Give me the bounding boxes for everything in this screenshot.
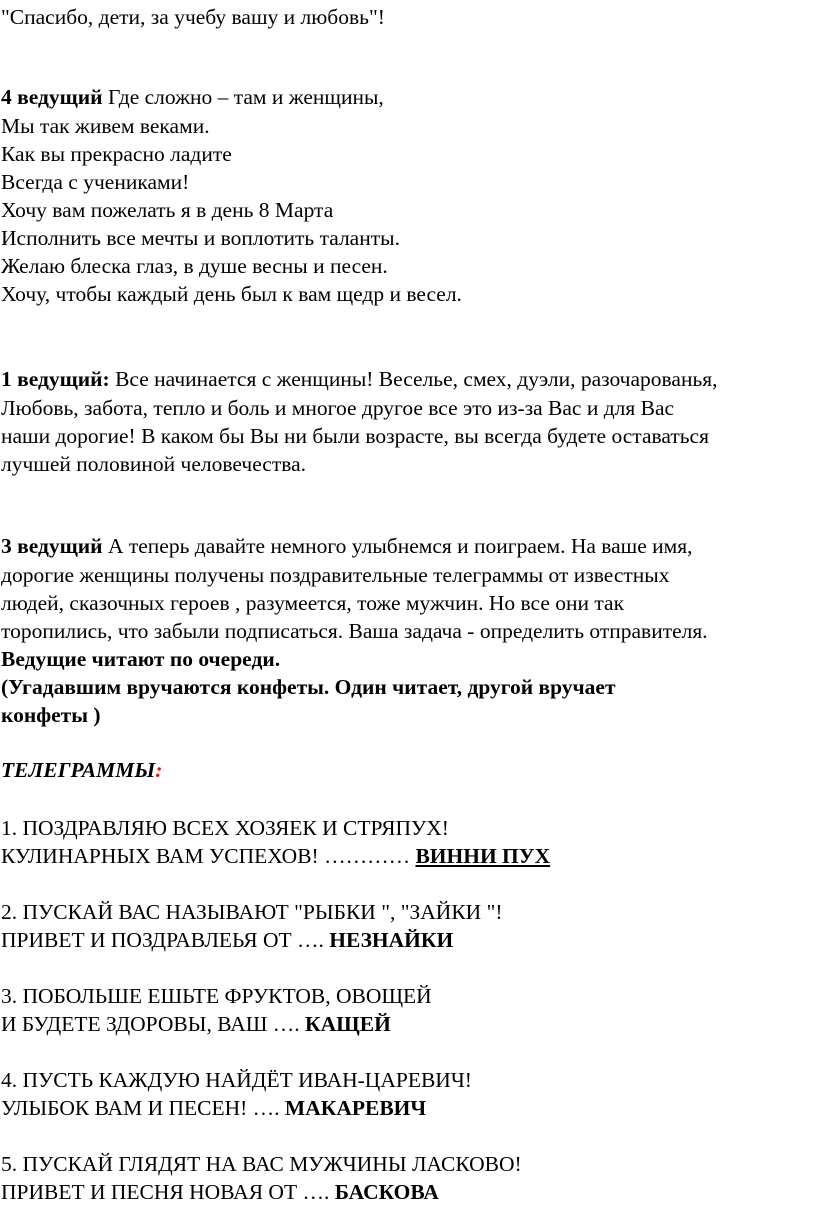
- telegram-5-text: ПРИВЕТ И ПЕСНЯ НОВАЯ ОТ ….: [1, 1180, 335, 1204]
- host3-line: дорогие женщины получены поздравительные телеграммы от известных: [1, 563, 670, 587]
- host3-bold-line: Ведущие читают по очереди.: [1, 647, 281, 671]
- telegram-1-line1: 1. ПОЗДРАВЛЯЮ ВСЕХ ХОЗЯЕК И СТРЯПУХ!: [1, 816, 449, 840]
- host4-label: 4 ведущий: [1, 85, 103, 109]
- telegrams-heading: [1, 757, 162, 784]
- telegram-3-line1: 3. ПОБОЛЬШЕ ЕШЬТЕ ФРУКТОВ, ОВОЩЕЙ: [1, 984, 432, 1008]
- host4-line: Хочу вам пожелать я в день 8 Марта: [1, 198, 334, 222]
- telegram-4-answer: МАКАРЕВИЧ: [284, 1096, 427, 1120]
- telegram-4-text: УЛЫБОК ВАМ И ПЕСЕН! ….: [1, 1096, 285, 1120]
- host1-label: 1 ведущий:: [1, 367, 110, 391]
- host4-line: Мы так живем веками.: [1, 114, 210, 138]
- telegram-2-line1: 2. ПУСКАЙ ВАС НАЗЫВАЮТ "РЫБКИ ", "ЗАЙКИ "!: [1, 900, 503, 924]
- telegram-4-line2: [1, 1095, 426, 1122]
- host3-first-line: [1, 533, 693, 560]
- telegram-1-answer: ВИННИ ПУХ: [415, 844, 551, 868]
- telegram-5-line1: 5. ПУСКАЙ ГЛЯДЯТ НА ВАС МУЖЧИНЫ ЛАСКОВО!: [1, 1152, 522, 1176]
- host3-bold-line: конфеты ): [1, 703, 101, 727]
- telegram-5-line2: [1, 1179, 439, 1206]
- telegram-3-answer: КАЩЕЙ: [305, 1012, 391, 1036]
- host4-line: Всегда с учениками!: [1, 170, 190, 194]
- host3-line: людей, сказочных героев , разумеется, тоже мужчин. Но все они так: [1, 591, 625, 615]
- host1-first-text: Все начинается с женщины! Веселье, смех, дуэли, разочарованья,: [109, 367, 718, 391]
- host4-line: Исполнить все мечты и воплотить таланты.: [1, 226, 400, 250]
- host3-first-text: А теперь давайте немного улыбнемся и поиграем. На ваше имя,: [102, 534, 693, 558]
- telegram-2-text: ПРИВЕТ И ПОЗДРАВЛЕЬЯ ОТ ….: [1, 928, 330, 952]
- host4-line: Желаю блеска глаз, в душе весны и песен.: [1, 254, 388, 278]
- telegram-2-answer: НЕЗНАЙКИ: [329, 928, 454, 952]
- telegrams-heading-text: ТЕЛЕГРАММЫ: [1, 758, 156, 782]
- telegram-1-text: КУЛИНАРНЫХ ВАМ УСПЕХОВ! …………: [1, 844, 416, 868]
- host3-line: торопились, что забыли подписаться. Ваша задача - определить отправителя.: [1, 619, 708, 643]
- telegrams-heading-colon: :: [155, 758, 163, 782]
- intro-text: "Спасибо, дети, за учебу вашу и любовь"!: [1, 5, 385, 29]
- telegram-1-line2: [1, 843, 550, 870]
- intro-line: [1, 4, 385, 31]
- host3-bold-line: (Угадавшим вручаются конфеты. Один читает, другой вручает: [1, 675, 616, 699]
- telegram-2-line2: [1, 927, 453, 954]
- host1-line: лучшей половиной человечества.: [1, 452, 306, 476]
- host4-first-text: Где сложно – там и женщины,: [102, 85, 384, 109]
- telegram-3-text: И БУДЕТЕ ЗДОРОВЫ, ВАШ ….: [1, 1012, 306, 1036]
- telegram-5-answer: БАСКОВА: [334, 1180, 439, 1204]
- host1-line: Любовь, забота, тепло и боль и многое другое все это из-за Вас и для Вас: [1, 396, 675, 420]
- host4-line: Хочу, чтобы каждый день был к вам щедр и весел.: [1, 282, 462, 306]
- host1-line: наши дорогие! В каком бы Вы ни были возрасте, вы всегда будете оставаться: [1, 424, 709, 448]
- host3-label: 3 ведущий: [1, 534, 103, 558]
- host4-first-line: [1, 84, 384, 111]
- telegram-3-line2: [1, 1011, 391, 1038]
- host1-first-line: [1, 366, 718, 393]
- telegram-4-line1: 4. ПУСТЬ КАЖДУЮ НАЙДЁТ ИВАН-ЦАРЕВИЧ!: [1, 1068, 472, 1092]
- host4-line: Как вы прекрасно ладите: [1, 142, 232, 166]
